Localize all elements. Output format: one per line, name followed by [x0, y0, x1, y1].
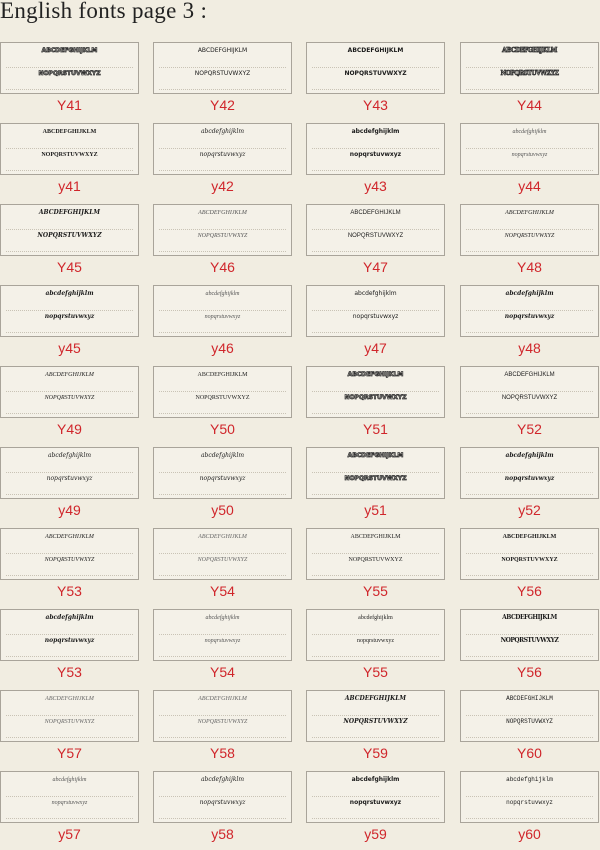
guide-line — [312, 148, 439, 149]
font-code-label: Y60 — [517, 745, 542, 761]
sample-line-2: NOPQRSTUVWXYZ — [504, 233, 555, 239]
font-code-label: Y54 — [210, 664, 235, 680]
guide-line — [466, 310, 593, 311]
guide-line — [466, 229, 593, 230]
sample-line-2: nopqrstuvwxyz — [204, 638, 241, 644]
sample-line-1: ABCDEFGHIJKLM — [502, 534, 557, 540]
font-code-label: Y54 — [210, 583, 235, 599]
font-code-label: y51 — [364, 502, 387, 518]
sample-line-1: ABCDEFGHIJKLM — [502, 614, 557, 621]
font-code-label: Y56 — [517, 664, 542, 680]
font-sample-box — [460, 42, 599, 94]
sample-line-1: abcdefghijklm — [205, 615, 240, 621]
guide-line — [6, 89, 133, 90]
font-sample-box — [460, 447, 599, 499]
font-sample-box — [0, 447, 139, 499]
sample-line-1: abcdefghijklm — [45, 290, 94, 297]
guide-line — [6, 332, 133, 333]
guide-line — [466, 494, 593, 495]
guide-line — [312, 229, 439, 230]
guide-line — [159, 391, 286, 392]
font-code-label: Y52 — [517, 421, 542, 437]
sample-line-2: nopqrstuvwxyz — [504, 475, 555, 482]
guide-line — [6, 391, 133, 392]
guide-line — [312, 553, 439, 554]
guide-line — [466, 148, 593, 149]
sample-line-2: NOPQRSTUVWXYZ — [38, 70, 101, 77]
font-sample-box — [0, 123, 139, 175]
font-code-label: Y53 — [57, 664, 82, 680]
guide-line — [6, 715, 133, 716]
guide-line — [312, 89, 439, 90]
font-sample-box — [153, 42, 292, 94]
guide-line — [466, 472, 593, 473]
font-sample-box — [306, 690, 445, 742]
guide-line — [6, 310, 133, 311]
font-code-label: y48 — [518, 340, 541, 356]
sample-line-1: ABCDEFGHIJKLM — [347, 371, 404, 378]
guide-line — [466, 634, 593, 635]
guide-line — [159, 715, 286, 716]
guide-line — [466, 715, 593, 716]
font-code-label: Y41 — [57, 97, 82, 113]
guide-line — [466, 575, 593, 576]
font-code-label: y43 — [364, 178, 387, 194]
sample-line-1: abcdefghijklm — [358, 615, 393, 621]
font-sample-box — [153, 609, 292, 661]
sample-line-2: nopqrstuvwxyz — [349, 799, 402, 806]
guide-line — [159, 796, 286, 797]
font-code-label: Y59 — [363, 745, 388, 761]
guide-line — [6, 634, 133, 635]
font-sample-box — [460, 609, 599, 661]
font-code-label: y52 — [518, 502, 541, 518]
sample-line-2: NOPQRSTUVWXYZ — [347, 233, 404, 239]
font-code-label: Y55 — [363, 664, 388, 680]
guide-line — [466, 170, 593, 171]
sample-line-1: abcdefghijklm — [200, 776, 245, 783]
font-code-label: Y47 — [363, 259, 388, 275]
guide-line — [466, 656, 593, 657]
sample-line-1: ABCDEFGHIJKLM — [198, 534, 247, 540]
page-title: English fonts page 3 : — [0, 0, 208, 23]
sample-line-1: ABCDEFGHIJKLM — [197, 372, 248, 378]
sample-line-1: abcdefghijklm — [505, 290, 554, 297]
sample-line-1: ABCDEFGHIJKLM — [502, 47, 557, 54]
guide-line — [6, 67, 133, 68]
guide-line — [159, 251, 286, 252]
sample-line-2: nopqrstuvwxyz — [204, 314, 241, 320]
guide-line — [159, 553, 286, 554]
font-sample-box — [153, 366, 292, 418]
font-sample-box — [153, 123, 292, 175]
sample-line-2: nopqrstuvwxyz — [506, 799, 553, 806]
guide-line — [312, 67, 439, 68]
guide-line — [466, 332, 593, 333]
guide-line — [312, 818, 439, 819]
font-code-label: y44 — [518, 178, 541, 194]
guide-line — [6, 229, 133, 230]
guide-line — [6, 251, 133, 252]
sample-line-1: abcdefghijklm — [505, 452, 554, 459]
font-sample-box — [460, 771, 599, 823]
guide-line — [6, 413, 133, 414]
guide-line — [466, 251, 593, 252]
sample-line-1: ABCDEFGHIJKLM — [45, 534, 94, 540]
guide-line — [466, 391, 593, 392]
guide-line — [159, 332, 286, 333]
sample-line-2: NOPQRSTUVWXYZ — [344, 394, 407, 401]
sample-line-2: NOPQRSTUVWXYZ — [44, 557, 95, 563]
font-code-label: Y57 — [57, 745, 82, 761]
font-code-label: y49 — [58, 502, 81, 518]
font-sample-box — [460, 285, 599, 337]
guide-line — [6, 796, 133, 797]
sample-line-2: NOPQRSTUVWXYZ — [194, 70, 251, 77]
sample-line-1: abcdefghijklm — [354, 290, 397, 297]
sample-line-1: ABCDEFGHIJKLM — [504, 372, 555, 378]
sample-line-2: nopqrstuvwxyz — [199, 151, 246, 158]
sample-line-1: ABCDEFGHIJKLM — [347, 47, 404, 54]
font-code-label: Y42 — [210, 97, 235, 113]
sample-line-1: ABCDEFGHIJKLM — [350, 534, 401, 540]
font-code-label: Y50 — [210, 421, 235, 437]
sample-line-1: ABCDEFGHIJKLM — [38, 209, 101, 216]
guide-line — [159, 170, 286, 171]
font-code-label: Y53 — [57, 583, 82, 599]
font-sample-box — [0, 366, 139, 418]
guide-line — [159, 656, 286, 657]
guide-line — [466, 796, 593, 797]
guide-line — [159, 148, 286, 149]
sample-line-2: nopqrstuvwxyz — [511, 152, 548, 158]
font-sample-box — [0, 528, 139, 580]
guide-line — [159, 310, 286, 311]
guide-line — [6, 170, 133, 171]
sample-line-1: abcdefghijklm — [506, 776, 553, 783]
guide-line — [6, 656, 133, 657]
guide-line — [466, 67, 593, 68]
guide-line — [159, 89, 286, 90]
sample-line-1: ABCDEFGHIJKLM — [41, 47, 98, 54]
guide-line — [6, 148, 133, 149]
sample-line-2: NOPQRSTUVWXYZ — [500, 637, 559, 644]
sample-line-2: nopqrstuvwxyz — [349, 151, 402, 158]
guide-line — [159, 67, 286, 68]
font-sample-box — [306, 366, 445, 418]
font-sample-box — [153, 285, 292, 337]
font-code-label: Y56 — [517, 583, 542, 599]
sample-line-1: abcdefghijklm — [47, 452, 92, 459]
guide-line — [312, 575, 439, 576]
guide-line — [159, 634, 286, 635]
font-code-label: Y55 — [363, 583, 388, 599]
sample-line-2: NOPQRSTUVWXYZ — [197, 557, 248, 563]
font-sample-box — [153, 690, 292, 742]
guide-line — [312, 656, 439, 657]
guide-line — [466, 818, 593, 819]
font-sample-box — [460, 123, 599, 175]
font-code-label: Y51 — [363, 421, 388, 437]
font-sample-box — [0, 609, 139, 661]
sample-line-2: nopqrstuvwxyz — [44, 637, 95, 644]
sample-line-2: NOPQRSTUVWXYZ — [501, 557, 558, 563]
sample-line-2: nopqrstuvwxyz — [46, 475, 93, 482]
font-sample-box — [306, 42, 445, 94]
font-sample-box — [0, 42, 139, 94]
sample-line-2: nopqrstuvwxyz — [199, 475, 246, 482]
font-sample-box — [0, 285, 139, 337]
font-code-label: Y43 — [363, 97, 388, 113]
sample-line-1: abcdefghijklm — [200, 452, 245, 459]
font-code-label: Y44 — [517, 97, 542, 113]
sample-line-1: abcdefghijklm — [205, 291, 240, 297]
sample-line-2: NOPQRSTUVWXYZ — [37, 232, 102, 239]
font-code-label: y59 — [364, 826, 387, 842]
sample-line-1: abcdefghijklm — [200, 128, 245, 135]
font-code-label: Y48 — [517, 259, 542, 275]
guide-line — [6, 737, 133, 738]
guide-line — [312, 332, 439, 333]
guide-line — [312, 472, 439, 473]
sample-line-1: abcdefghijklm — [351, 128, 400, 135]
font-sample-box — [0, 690, 139, 742]
font-sample-box — [153, 771, 292, 823]
guide-line — [466, 89, 593, 90]
sample-line-1: ABCDEFGHIJKLM — [344, 695, 407, 702]
sample-line-1: ABCDEFGHIJKLM — [506, 695, 553, 702]
sample-line-2: NOPQRSTUVWXYZ — [501, 395, 558, 401]
font-sample-box — [0, 771, 139, 823]
guide-line — [6, 818, 133, 819]
sample-line-2: nopqrstuvwxyz — [357, 638, 394, 644]
sample-line-2: NOPQRSTUVWXYZ — [41, 152, 98, 158]
sample-line-1: ABCDEFGHIJKLM — [198, 696, 247, 702]
font-sample-box — [153, 447, 292, 499]
font-sample-box — [460, 690, 599, 742]
guide-line — [159, 818, 286, 819]
guide-line — [312, 715, 439, 716]
guide-line — [159, 575, 286, 576]
font-code-label: y57 — [58, 826, 81, 842]
guide-line — [159, 494, 286, 495]
font-sample-box — [153, 204, 292, 256]
sample-line-1: abcdefghijklm — [45, 614, 94, 621]
guide-line — [312, 634, 439, 635]
sample-line-2: NOPQRSTUVWXYZ — [197, 719, 248, 725]
font-code-label: y58 — [211, 826, 234, 842]
font-code-label: Y45 — [57, 259, 82, 275]
sample-line-1: abcdefghijklm — [512, 129, 547, 135]
sample-line-2: nopqrstuvwxyz — [352, 313, 399, 320]
guide-line — [312, 251, 439, 252]
guide-line — [159, 472, 286, 473]
sample-line-2: nopqrstuvwxyz — [504, 313, 555, 320]
font-code-label: Y49 — [57, 421, 82, 437]
sample-line-2: nopqrstuvwxyz — [199, 799, 246, 806]
font-code-label: y45 — [58, 340, 81, 356]
sample-line-2: nopqrstuvwxyz — [44, 313, 95, 320]
font-sample-box — [306, 528, 445, 580]
guide-line — [6, 553, 133, 554]
font-code-label: y42 — [211, 178, 234, 194]
font-code-label: Y58 — [210, 745, 235, 761]
guide-line — [6, 472, 133, 473]
guide-line — [159, 737, 286, 738]
guide-line — [312, 310, 439, 311]
sample-line-1: ABCDEFGHIJKLM — [45, 372, 94, 378]
guide-line — [159, 229, 286, 230]
sample-line-1: ABCDEFGHIJKLM — [198, 210, 247, 216]
guide-line — [312, 494, 439, 495]
guide-line — [312, 737, 439, 738]
guide-line — [312, 391, 439, 392]
font-code-label: y60 — [518, 826, 541, 842]
sample-line-2: NOPQRSTUVWXYZ — [348, 557, 403, 563]
font-sample-box — [306, 204, 445, 256]
font-code-label: y50 — [211, 502, 234, 518]
font-code-label: Y46 — [210, 259, 235, 275]
font-sample-box — [0, 204, 139, 256]
sample-line-2: nopqrstuvwxyz — [51, 800, 88, 806]
sample-line-1: ABCDEFGHIJKLM — [350, 210, 401, 216]
guide-line — [466, 553, 593, 554]
sample-line-1: ABCDEFGHIJKLM — [45, 696, 94, 702]
guide-line — [312, 170, 439, 171]
guide-line — [312, 413, 439, 414]
sample-line-2: NOPQRSTUVWXYZ — [344, 475, 407, 482]
guide-line — [466, 413, 593, 414]
guide-line — [6, 575, 133, 576]
guide-line — [466, 737, 593, 738]
font-code-label: y46 — [211, 340, 234, 356]
guide-line — [312, 796, 439, 797]
sample-line-2: NOPQRSTUVWXYZ — [506, 718, 553, 725]
sample-line-2: NOPQRSTUVWXYZ — [343, 718, 408, 725]
font-sample-box — [460, 528, 599, 580]
font-sample-box — [306, 609, 445, 661]
sample-line-2: NOPQRSTUVWXYZ — [197, 233, 248, 239]
font-sample-box — [460, 366, 599, 418]
sample-line-1: ABCDEFGHIJKLM — [347, 452, 404, 459]
sample-line-1: ABCDEFGHIJKLM — [197, 47, 248, 54]
font-sample-box — [306, 285, 445, 337]
guide-line — [6, 494, 133, 495]
font-sample-box — [153, 528, 292, 580]
sample-line-2: NOPQRSTUVWXYZ — [500, 70, 559, 77]
font-code-label: y47 — [364, 340, 387, 356]
font-sample-box — [306, 447, 445, 499]
sample-line-1: abcdefghijklm — [351, 776, 400, 783]
sample-line-2: NOPQRSTUVWXYZ — [44, 395, 95, 401]
font-sample-box — [306, 771, 445, 823]
sample-line-2: NOPQRSTUVWXYZ — [195, 395, 250, 401]
sample-line-1: ABCDEFGHIJKLM — [505, 210, 554, 216]
font-sample-box — [306, 123, 445, 175]
sample-line-2: NOPQRSTUVWXYZ — [344, 70, 407, 77]
guide-line — [159, 413, 286, 414]
font-sample-box — [460, 204, 599, 256]
font-code-label: y41 — [58, 178, 81, 194]
sample-line-1: abcdefghijklm — [52, 777, 87, 783]
sample-line-2: NOPQRSTUVWXYZ — [44, 719, 95, 725]
sample-line-1: ABCDEFGHIJKLM — [42, 129, 97, 135]
